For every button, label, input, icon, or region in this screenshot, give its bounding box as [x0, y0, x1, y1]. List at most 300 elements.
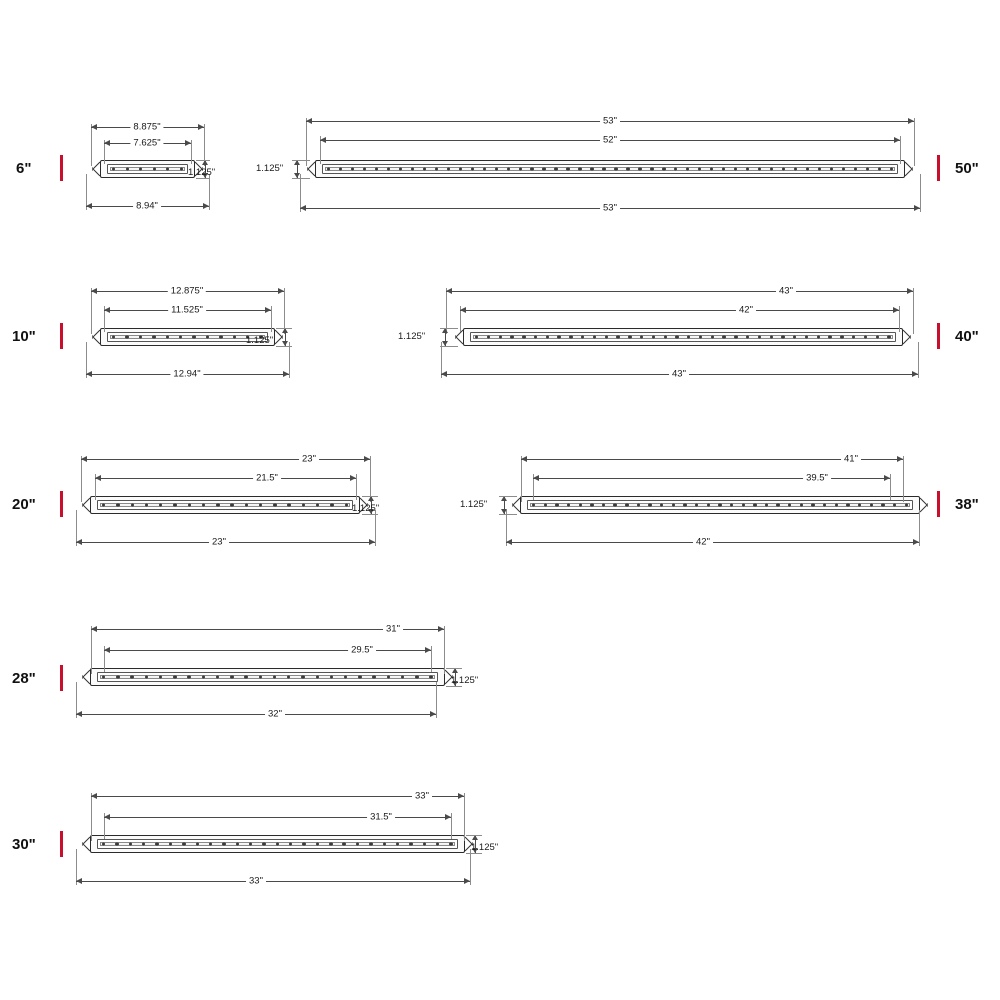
led	[711, 335, 714, 338]
led	[166, 335, 169, 338]
dimension-label: 8.875"	[130, 122, 163, 132]
led	[435, 167, 438, 170]
led	[259, 675, 262, 678]
size-tick-30in	[60, 831, 63, 857]
arrow-left-icon	[306, 118, 312, 124]
arrow-right-icon	[912, 371, 918, 377]
led	[614, 167, 617, 170]
light-bar-30in	[90, 835, 465, 853]
led	[554, 167, 557, 170]
arrow-left-icon	[91, 124, 97, 130]
led	[287, 675, 290, 678]
led-array	[327, 167, 893, 172]
extension-line	[306, 118, 307, 166]
size-tick-6in	[60, 155, 63, 181]
arrow-right-icon	[897, 456, 903, 462]
led	[202, 675, 205, 678]
led	[192, 335, 195, 338]
dimension-line-inner-top	[533, 472, 890, 484]
led	[202, 503, 205, 506]
led	[180, 167, 183, 170]
height-label: 1.125"	[398, 331, 426, 342]
led	[436, 842, 439, 845]
led	[698, 167, 701, 170]
dimension-label: 53"	[600, 116, 620, 126]
led	[363, 167, 366, 170]
extension-line	[356, 474, 357, 500]
led	[475, 335, 478, 338]
extension-line	[499, 514, 517, 515]
arrow-left-icon	[86, 371, 92, 377]
size-label-10in: 10"	[12, 328, 36, 345]
extension-line	[292, 160, 310, 161]
dimension-line-outer-top	[446, 285, 913, 297]
led-array	[475, 335, 891, 340]
led-array	[112, 335, 263, 340]
led	[159, 675, 162, 678]
dimension-line-outer-top	[91, 790, 464, 802]
led	[449, 842, 452, 845]
light-bar-38in	[520, 496, 920, 514]
dimension-line-bottom	[300, 202, 920, 214]
mount-bracket-left	[92, 159, 101, 179]
dimension-line-bottom	[76, 875, 470, 887]
led	[209, 842, 212, 845]
height-label: 1.125"	[256, 163, 284, 174]
led	[625, 503, 628, 506]
dimension-line-inner-top	[104, 137, 191, 149]
mount-bracket-right	[904, 159, 913, 179]
arrow-left-icon	[76, 878, 82, 884]
mount-bracket-left	[82, 834, 91, 854]
arrow-left-icon	[104, 307, 110, 313]
mount-bracket-left	[307, 159, 316, 179]
dimension-label: 43"	[669, 369, 689, 379]
dimension-label: 52"	[600, 135, 620, 145]
led	[387, 167, 390, 170]
led	[675, 335, 678, 338]
led	[459, 167, 462, 170]
led	[522, 335, 525, 338]
led	[519, 167, 522, 170]
led	[383, 842, 386, 845]
led	[664, 335, 667, 338]
size-label-38in: 38"	[955, 496, 979, 513]
led	[794, 167, 797, 170]
led	[507, 167, 510, 170]
led	[828, 335, 831, 338]
led	[145, 503, 148, 506]
extension-line	[81, 456, 82, 502]
light-bar-50in	[315, 160, 905, 178]
led	[102, 675, 105, 678]
extension-line	[276, 346, 292, 347]
dimension-line-outer-top	[91, 285, 284, 297]
led	[800, 503, 803, 506]
led	[788, 503, 791, 506]
arrow-right-icon	[283, 371, 289, 377]
dimension-label: 32"	[265, 709, 285, 719]
led	[905, 503, 908, 506]
led	[115, 842, 118, 845]
extension-line	[446, 668, 462, 669]
led	[765, 503, 768, 506]
led	[316, 503, 319, 506]
led	[375, 167, 378, 170]
led	[182, 842, 185, 845]
led	[233, 335, 236, 338]
extension-line	[289, 342, 290, 378]
led	[590, 167, 593, 170]
led	[396, 842, 399, 845]
dimension-label: 21.5"	[253, 473, 281, 483]
led	[770, 335, 773, 338]
led	[126, 167, 129, 170]
led	[674, 167, 677, 170]
led	[672, 503, 675, 506]
bar-housing	[107, 332, 268, 342]
arrow-right-icon	[913, 539, 919, 545]
led	[887, 335, 890, 338]
led	[830, 167, 833, 170]
led	[722, 335, 725, 338]
dimension-label: 12.94"	[170, 369, 203, 379]
led	[230, 503, 233, 506]
led	[590, 503, 593, 506]
dimension-line-bottom	[86, 200, 209, 212]
dimension-line-inner-top	[104, 811, 451, 823]
extension-line	[276, 328, 292, 329]
size-tick-28in	[60, 665, 63, 691]
led	[628, 335, 631, 338]
extension-line	[466, 853, 482, 854]
led	[626, 167, 629, 170]
led-array	[112, 167, 183, 172]
arrow-right-icon	[445, 814, 451, 820]
led	[159, 503, 162, 506]
arrow-left-icon	[521, 456, 527, 462]
dimension-line-inner-top	[104, 644, 431, 656]
led	[722, 167, 725, 170]
dimension-label: 33"	[412, 791, 432, 801]
led	[356, 842, 359, 845]
led	[555, 503, 558, 506]
led	[686, 167, 689, 170]
led	[534, 335, 537, 338]
led	[730, 503, 733, 506]
height-label: 1.125"	[352, 503, 380, 514]
extension-line	[451, 813, 452, 839]
dimension-line-inner-top	[460, 304, 899, 316]
arrow-right-icon	[907, 288, 913, 294]
led	[152, 335, 155, 338]
dimension-label: 33"	[246, 876, 266, 886]
led	[640, 335, 643, 338]
led	[301, 675, 304, 678]
led	[112, 167, 115, 170]
led	[102, 503, 105, 506]
dimension-line-outer-top	[81, 453, 370, 465]
size-label-28in: 28"	[12, 670, 36, 687]
arrow-left-icon	[91, 793, 97, 799]
arrow-right-icon	[278, 288, 284, 294]
led	[344, 675, 347, 678]
extension-line	[436, 682, 437, 718]
mount-bracket-left	[82, 667, 91, 687]
led	[823, 503, 826, 506]
led	[637, 503, 640, 506]
led	[230, 675, 233, 678]
led	[369, 842, 372, 845]
extension-line	[466, 835, 482, 836]
mount-bracket-right	[919, 495, 928, 515]
led	[758, 335, 761, 338]
extension-line	[431, 646, 432, 672]
extension-line	[440, 328, 458, 329]
mount-bracket-left	[92, 327, 101, 347]
arrow-left-icon	[91, 626, 97, 632]
dimension-label: 11.525"	[168, 305, 206, 315]
mount-bracket-left	[512, 495, 521, 515]
arrow-left-icon	[104, 140, 110, 146]
height-label: 1.125"	[188, 167, 216, 178]
dimension-label: 8.94"	[133, 201, 161, 211]
led	[142, 842, 145, 845]
led	[166, 167, 169, 170]
led	[616, 335, 619, 338]
extension-line	[903, 456, 904, 502]
led	[876, 335, 879, 338]
dimension-label: 43"	[776, 286, 796, 296]
extension-line	[444, 626, 445, 674]
dimension-line-height	[504, 496, 505, 514]
led	[219, 335, 222, 338]
led	[139, 335, 142, 338]
arrow-left-icon	[104, 647, 110, 653]
bar-housing	[107, 164, 188, 174]
led	[648, 503, 651, 506]
extension-line	[191, 140, 192, 164]
dimension-label: 42"	[736, 305, 756, 315]
arrow-left-icon	[460, 307, 466, 313]
led	[581, 335, 584, 338]
led	[179, 335, 182, 338]
led	[222, 842, 225, 845]
arrow-right-icon	[908, 118, 914, 124]
led	[602, 167, 605, 170]
led	[805, 335, 808, 338]
size-tick-50in	[937, 155, 940, 181]
led	[259, 503, 262, 506]
dimension-line-bottom	[76, 708, 436, 720]
led	[316, 842, 319, 845]
led	[249, 842, 252, 845]
led	[638, 167, 641, 170]
led	[817, 335, 820, 338]
extension-line	[375, 510, 376, 546]
led	[216, 503, 219, 506]
led	[746, 167, 749, 170]
size-label-20in: 20"	[12, 496, 36, 513]
led	[893, 503, 896, 506]
led	[707, 503, 710, 506]
extension-line	[470, 849, 471, 885]
led	[578, 167, 581, 170]
arrow-left-icon	[533, 475, 539, 481]
arrow-left-icon	[441, 371, 447, 377]
led	[811, 503, 814, 506]
led	[650, 167, 653, 170]
extension-line	[292, 178, 310, 179]
dimension-label: 7.625"	[130, 138, 163, 148]
bar-housing	[527, 500, 913, 510]
dimension-label: 31.5"	[367, 812, 395, 822]
led	[858, 503, 861, 506]
led-array	[102, 675, 433, 680]
light-bar-6in	[100, 160, 195, 178]
led	[770, 167, 773, 170]
arrow-right-icon	[430, 711, 436, 717]
led	[734, 167, 737, 170]
led	[145, 675, 148, 678]
led	[660, 503, 663, 506]
dimension-line-bottom	[441, 368, 918, 380]
led	[302, 842, 305, 845]
led	[302, 503, 305, 506]
led	[125, 335, 128, 338]
extension-line	[900, 136, 901, 164]
led	[840, 335, 843, 338]
led	[216, 675, 219, 678]
led	[842, 167, 845, 170]
led	[510, 335, 513, 338]
extension-line	[91, 288, 92, 334]
bar-housing	[97, 839, 458, 849]
arrow-left-icon	[300, 205, 306, 211]
dimension-line-outer-top	[306, 115, 914, 127]
dimension-line-outer-top	[91, 121, 204, 133]
led	[411, 167, 414, 170]
extension-line	[196, 160, 210, 161]
led	[530, 167, 533, 170]
led	[262, 842, 265, 845]
dimension-line-inner-top	[95, 472, 356, 484]
led	[196, 842, 199, 845]
led	[866, 167, 869, 170]
height-label: 1.125"	[451, 675, 479, 686]
led	[245, 503, 248, 506]
led	[699, 335, 702, 338]
led	[351, 167, 354, 170]
dimension-label: 23"	[209, 537, 229, 547]
led	[852, 335, 855, 338]
light-bar-28in	[90, 668, 445, 686]
extension-line	[464, 793, 465, 841]
extension-line	[919, 510, 920, 546]
led	[169, 842, 172, 845]
led	[499, 335, 502, 338]
led	[130, 675, 133, 678]
extension-line	[91, 124, 92, 166]
arrow-right-icon	[464, 878, 470, 884]
dimension-label: 39.5"	[803, 473, 831, 483]
led	[870, 503, 873, 506]
height-label: 1.125"	[471, 842, 499, 853]
arrow-left-icon	[95, 475, 101, 481]
led	[358, 675, 361, 678]
led-array	[102, 503, 348, 508]
dimension-line-outer-top	[521, 453, 903, 465]
arrow-left-icon	[104, 814, 110, 820]
led	[487, 335, 490, 338]
extension-line	[362, 496, 378, 497]
mount-bracket-left	[82, 495, 91, 515]
bar-housing	[97, 672, 438, 682]
led	[188, 503, 191, 506]
arrow-right-icon	[265, 307, 271, 313]
arrow-right-icon	[884, 475, 890, 481]
led	[139, 167, 142, 170]
led	[734, 335, 737, 338]
extension-line	[918, 342, 919, 378]
led	[131, 503, 134, 506]
led	[342, 842, 345, 845]
height-label: 1.125"	[246, 335, 274, 346]
size-label-30in: 30"	[12, 836, 36, 853]
led	[806, 167, 809, 170]
led	[532, 503, 535, 506]
led	[695, 503, 698, 506]
led	[116, 503, 119, 506]
extension-line	[521, 456, 522, 502]
dimension-label: 41"	[841, 454, 861, 464]
led	[864, 335, 867, 338]
led	[289, 842, 292, 845]
arrow-left-icon	[446, 288, 452, 294]
led	[878, 167, 881, 170]
extension-line	[899, 306, 900, 332]
extension-line	[91, 793, 92, 841]
bar-housing	[322, 164, 898, 174]
led	[652, 335, 655, 338]
led	[327, 167, 330, 170]
led	[330, 503, 333, 506]
led	[401, 675, 404, 678]
led	[602, 503, 605, 506]
led	[206, 335, 209, 338]
arrow-right-icon	[914, 205, 920, 211]
dimension-label: 29.5"	[348, 645, 376, 655]
size-label-40in: 40"	[955, 328, 979, 345]
led	[287, 503, 290, 506]
led	[273, 503, 276, 506]
led	[579, 503, 582, 506]
arrow-left-icon	[506, 539, 512, 545]
arrow-right-icon	[894, 137, 900, 143]
led	[758, 167, 761, 170]
led	[683, 503, 686, 506]
height-label: 1.125"	[460, 499, 488, 510]
led	[495, 167, 498, 170]
bar-housing	[97, 500, 353, 510]
extension-line	[499, 496, 517, 497]
dimension-line-height	[297, 160, 298, 178]
led	[102, 842, 105, 845]
mount-bracket-right	[902, 327, 911, 347]
size-label-50in: 50"	[955, 160, 979, 177]
extension-line	[196, 178, 210, 179]
led	[155, 842, 158, 845]
